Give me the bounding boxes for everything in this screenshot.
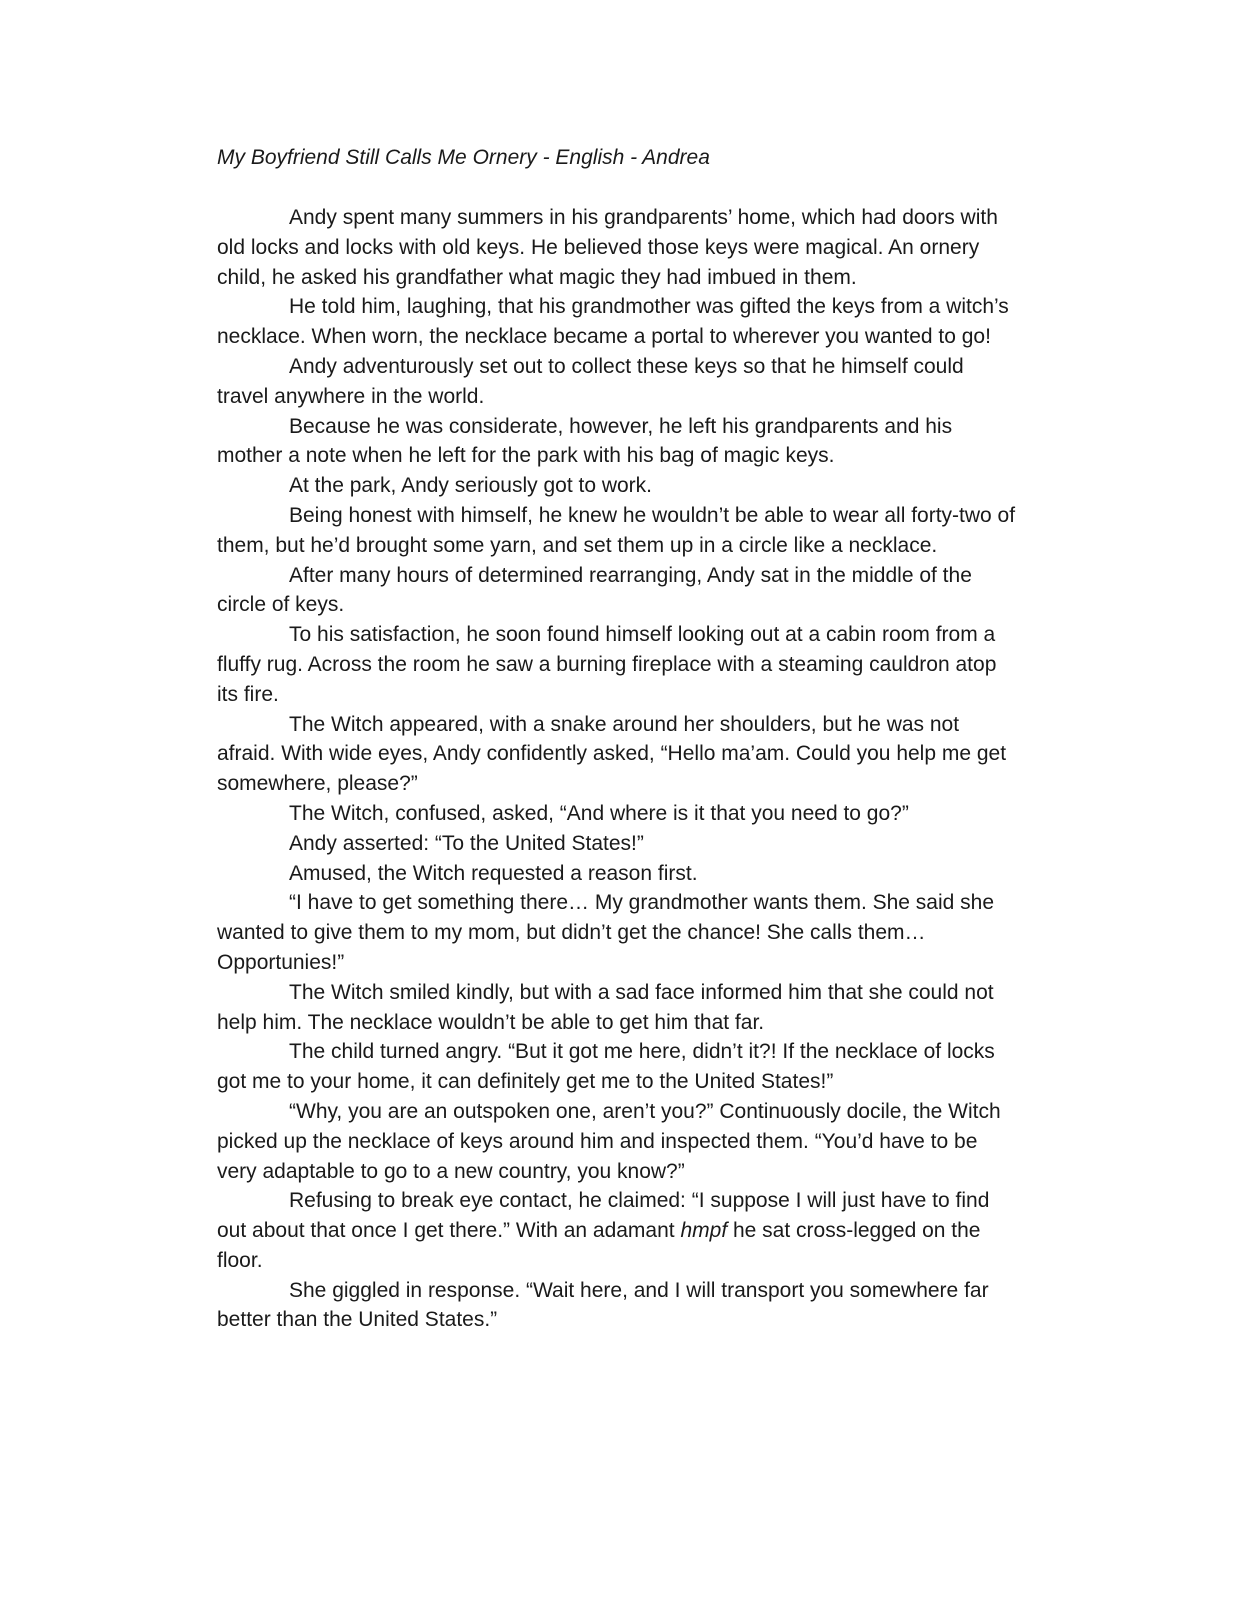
paragraph: “Why, you are an outspoken one, aren’t you?” Continuously docile, the Witch picked up the necklace of keys around him and inspected them. “You’d have to be very adaptable to go to a new country, you know?” <box>217 1099 1001 1183</box>
paragraph: The child turned angry. “But it got me here, didn’t it?! If the necklace of locks got me to your home, it can definitely get me to the United States!” <box>217 1040 995 1094</box>
paragraph: Andy asserted: “To the United States!” <box>289 831 644 855</box>
paragraph: After many hours of determined rearranging, Andy sat in the middle of the circle of keys. <box>217 563 972 617</box>
paragraph: Andy adventurously set out to collect these keys so that he himself could travel anywhere in the world. <box>217 354 964 408</box>
paragraph: Andy spent many summers in his grandparents’ home, which had doors with old locks and locks with old keys. He believed those keys were magical. An ornery child, he asked his grandfather what magic they had imbued in them. <box>217 206 998 289</box>
paragraph-with-emphasis <box>217 1186 1017 1275</box>
document-title: My Boyfriend Still Calls Me Ornery - English - Andrea <box>217 146 710 169</box>
story-body <box>217 203 1017 1335</box>
paragraph: To his satisfaction, he soon found himself looking out at a cabin room from a fluffy rug. Across the room he saw a burning fireplace with a steaming cauldron atop its fire. <box>217 623 997 706</box>
paragraph: Because he was considerate, however, he left his grandparents and his mother a note when he left for the park with his bag of magic keys. <box>217 414 953 468</box>
paragraph: She giggled in response. “Wait here, and I will transport you somewhere far better than the United States.” <box>217 1278 989 1332</box>
paragraph: The Witch, confused, asked, “And where is it that you need to go?” <box>289 801 909 825</box>
paragraph: The Witch appeared, with a snake around her shoulders, but he was not afraid. With wide eyes, Andy confidently asked, “Hello ma’am. Could you help me get somewhere, please?” <box>217 712 1007 796</box>
paragraph-text: Refusing to break eye contact, he claimed: “I suppose I will just have to find out about that once I get there.” With an adamant <box>217 1189 990 1243</box>
paragraph: Amused, the Witch requested a reason first. <box>289 861 698 885</box>
emphasis-text: hmpf <box>680 1219 728 1243</box>
paragraph-text: he sat cross-legged on the floor. <box>217 1219 981 1272</box>
paragraph: “I have to get something there… My grandmother wants them. She said she wanted to give them to my mom, but didn’t get the chance! She calls them… Opportunies!” <box>217 891 995 974</box>
paragraph: The Witch smiled kindly, but with a sad face informed him that she could not help him. The necklace wouldn’t be able to get him that far. <box>217 980 994 1034</box>
paragraph: He told him, laughing, that his grandmother was gifted the keys from a witch’s necklace. When worn, the necklace became a portal to wherever you wanted to go! <box>217 295 1009 349</box>
paragraph: Being honest with himself, he knew he wouldn’t be able to wear all forty-two of them, but he’d brought some yarn, and set them up in a circle like a necklace. <box>217 503 1016 557</box>
paragraph: At the park, Andy seriously got to work. <box>289 474 653 498</box>
